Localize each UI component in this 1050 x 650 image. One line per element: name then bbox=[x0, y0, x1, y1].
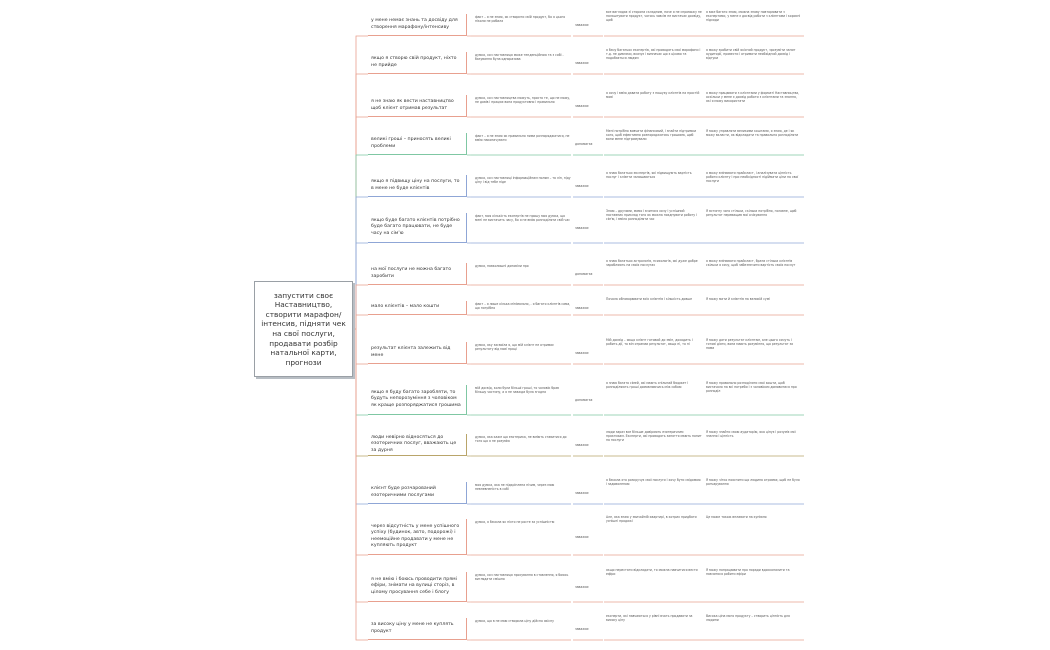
branch-connector bbox=[353, 329, 368, 415]
branch-evidence: експерти, які навчаються у рівні вчать продавати за високу ціну bbox=[606, 614, 693, 623]
branch-topic[interactable] bbox=[368, 133, 467, 155]
branch-evidence: Мій досвід – якщо клієнт готовий до змін, доходить і робить дії, то він отримає результат, якщо ні, то ні bbox=[606, 338, 693, 347]
branch-reframe: Я можу знайти свою аудиторію, яка цінує і розуміє мої знання і цінність bbox=[706, 430, 796, 439]
branch-tag: допомагає bbox=[575, 398, 593, 402]
branch-tag: заважає bbox=[575, 443, 589, 447]
branch-connector bbox=[353, 329, 368, 555]
branch-evidence: все виглядає зі сторони складним, наче я не спроможу не налаштувати продукт, чогось зовсім не вистачає досвіду, щоб bbox=[606, 10, 702, 23]
branch-tag: допомагає bbox=[575, 142, 593, 146]
branch-reframe: Я можу мати й клієнтів на великій сумі bbox=[706, 297, 770, 301]
branch-topic[interactable] bbox=[368, 14, 467, 36]
branch-tag: заважає bbox=[575, 535, 589, 539]
branch-topic[interactable] bbox=[368, 95, 467, 117]
branch-topic-text: я не вмію і боюсь проводити прямі ефіри, знімати на вулиці сторіз, в цілому просування себе і блогу bbox=[371, 577, 457, 595]
branch-evidence: Знаю – друзями, мамо і вчитися хочу і успішний наставник приклад того як можна поєднувати роботу і сім'ю, і вміло розподіляти час bbox=[606, 209, 697, 222]
branch-topic-text: якщо я підвищу ціну на послуги, то в мене не буде клієнтів bbox=[371, 179, 460, 191]
branch-evidence: я бачу багатьох експертів, які проводять свої марафони і т.д. не дивлячи, вказує і визначає що є цікаво та подобається людям bbox=[606, 48, 701, 61]
branch-topic[interactable] bbox=[368, 618, 467, 640]
branch-evidence: я бачила хто розкручує свої послуги і хочу бути свідомою і задоволеною bbox=[606, 478, 701, 487]
branch-topic[interactable] bbox=[368, 213, 467, 243]
branch-topic-text: клієнт буде розчарований езотеричними послугами bbox=[371, 486, 436, 498]
branch-tag: допомагає bbox=[575, 272, 593, 276]
branch-topic-text: люди невірно відносяться до езотеричних послуг, вважають це за дурня bbox=[371, 435, 457, 453]
branch-note: факт – я лише кілька мінімально, - я багато клієнтів сама, що потрібно bbox=[475, 302, 571, 311]
branch-evidence: Почала обговорювати всіх клієнтів і кількість довше bbox=[606, 297, 693, 301]
branch-reframe: Висока ціна мого продукту – створить цінність для людини bbox=[706, 614, 790, 623]
branch-reframe: Я можу чітко пояснити що людина отримає, щоб не було розчарування bbox=[706, 478, 800, 487]
branch-note: думка, хоч наставниця просування в ставлення, я боюсь виглядати смішно bbox=[475, 573, 569, 582]
branch-connector bbox=[353, 329, 368, 364]
branch-evidence: я знаю багатьох астрологів, психологів, які дуже добре заробляють на своїх послугах bbox=[606, 259, 698, 268]
branch-tag: заважає bbox=[575, 627, 589, 631]
branch-evidence: люди зараз все більше довіряють езотеричним практикам. Експерти, які проводять заняття мають попит на послуги bbox=[606, 430, 702, 443]
branch-note: моя думка, яка не підкріплена нічим, через мою невпевненість в собі bbox=[475, 483, 555, 492]
branch-note: думка, хоч наставництва можуть, просто те, що не можу, не довів і працює вона продуктивно і правильно bbox=[475, 96, 571, 105]
branch-note: мій досвід, коли були більші гроші, то чоловік брав більшу частину, а я не завжди була згодна bbox=[475, 386, 559, 395]
branch-connector bbox=[353, 285, 368, 329]
branch-note: факт, моя кількість експертів не прошу моя думка, що мені не вистачить часу, бо я не вмію розподіляти свій час bbox=[475, 214, 570, 223]
branch-topic[interactable] bbox=[368, 482, 467, 504]
branch-note: думка, хоч наставниці інформаційним полям – та ліп, піду ціну і від тебе піде bbox=[475, 176, 571, 185]
branch-topic-text: великі гроші – приносять великі проблеми bbox=[371, 137, 451, 149]
branch-evidence: я знаю багато сімей, які мають спільний бюджет і розподіляють гроші домовляючись між собою bbox=[606, 381, 689, 390]
branch-connector bbox=[353, 315, 368, 329]
branch-topic[interactable] bbox=[368, 519, 467, 555]
branch-reframe: Це може також впливати на купівлю bbox=[706, 515, 767, 519]
branch-tag: заважає bbox=[575, 351, 589, 355]
branch-topic[interactable] bbox=[368, 385, 467, 415]
branch-connector bbox=[353, 329, 368, 504]
branch-connector bbox=[353, 329, 368, 640]
branch-reframe: я можу працювати з клієнтами у форматі Наставництва, оскільки у мене є досвід роботи з клієнтами та знання, які я можу використати bbox=[706, 91, 800, 104]
branch-note: факт – я не знаю, як створити свій продукт, бо я цього ніколи не робила bbox=[475, 15, 566, 24]
branch-topic[interactable] bbox=[368, 434, 467, 456]
branch-reframe: Я встигну чого стільки, скільки потрібно, головне, щоб результат перевищив мої очікування bbox=[706, 209, 797, 218]
branch-connector bbox=[353, 329, 368, 602]
branch-evidence: Але, яка знаю у звичайній квартирі, в котрих придбати успішні продажі bbox=[606, 515, 697, 524]
branch-note: думка, навколишні доповіли про bbox=[475, 264, 529, 268]
branch-tag: заважає bbox=[575, 491, 589, 495]
branch-evidence: я хочу і вмію давати роботу з пошуку клієнтів на простій мові bbox=[606, 91, 700, 100]
root-topic[interactable] bbox=[254, 281, 353, 377]
branch-topic[interactable] bbox=[368, 52, 467, 74]
branch-tag: заважає bbox=[575, 306, 589, 310]
branch-connector bbox=[353, 329, 368, 456]
branch-topic[interactable] bbox=[368, 572, 467, 602]
branch-reframe: я вже багато знаю, можна знову повторювати з експертами, у мене є досвід роботи з клієнтами і корисні підходи bbox=[706, 10, 801, 23]
branch-connector bbox=[353, 74, 368, 329]
branch-reframe: Я можу управляти великими коштами, я знаю, де і як можу вкласти, як відкладати та правильно розподіляти bbox=[706, 129, 799, 138]
branch-tag: заважає bbox=[575, 226, 589, 230]
branch-topic[interactable] bbox=[368, 301, 467, 315]
branch-topic-text: якщо я створю свій продукт, ніхто не прийде bbox=[371, 56, 457, 68]
branch-reframe: Я можу дати результат клієнтам, але цього хочуть і готові діяти, вони мають розуміння, що результат за нами bbox=[706, 338, 794, 351]
branch-reframe: я можу змінювати прайслист, брати стільки клієнтів скільки я хочу, щоб забезпечити вартість своїх послуг bbox=[706, 259, 796, 268]
branch-note: факт – я не знаю як правильно ними розпоряджатися, не вмію накопичувати bbox=[475, 134, 570, 143]
branch-reframe: я можу змінювати прайслист, і аналізувати цінність роботи клієнту і при необхідності підіймати ціни на свої послуги bbox=[706, 171, 799, 184]
branch-topic-text: через відсутність у мене успішного успіху (будинок, авто, подорожі) і неемоційне продавати у мене не купляють продукт bbox=[371, 524, 460, 548]
branch-note: думка, хоч наставниця може тенденційною та з собі - базування була одноразова bbox=[475, 53, 564, 62]
branch-topic[interactable] bbox=[368, 175, 467, 197]
branch-reframe: я можу зробити свій якісний продукт, зрозуміти запит аудиторії, провести і отримати необхідний досвід і відгуки bbox=[706, 48, 796, 61]
branch-topic[interactable] bbox=[368, 263, 467, 285]
branch-evidence: якщо перестати відкладати, то можна навчитися вести ефіри bbox=[606, 568, 698, 577]
branch-reframe: Я можу правильно розподіляти свої кошти, щоб вистачало на всі потреби і з чоловіком домовитися про розподіл bbox=[706, 381, 797, 394]
branch-note: думка, яку засвоїла я, що мій клієнт не отримає результату від моєї праці bbox=[475, 343, 554, 352]
branch-note: думка, що в не маю створила ціну дійсно якісну bbox=[475, 619, 554, 623]
branch-topic-text: у мене немає знань та досвіду для створення марафону/інтенсиву bbox=[371, 18, 458, 30]
branch-tag: заважає bbox=[575, 104, 589, 108]
branch-tag: заважає bbox=[575, 61, 589, 65]
branch-evidence: Мені потрібно вивчити фінансовий, і знайти підтримки кого, щоб ефективно розпоряджатись грошима, щоб вони мене підтримували bbox=[606, 129, 697, 142]
branch-topic[interactable] bbox=[368, 342, 467, 364]
branch-topic-text: результат клієнта залежить від мене bbox=[371, 346, 451, 358]
branch-topic-text: якщо я буду багато заробляти, то будуть непорозуміння з чоловіком як краще розпоряджатися грошима bbox=[371, 390, 461, 408]
branch-tag: заважає bbox=[575, 23, 589, 27]
branch-topic-text: на мої послуги не можна багато заробити bbox=[371, 267, 452, 279]
branch-connector bbox=[353, 117, 368, 329]
branch-connector bbox=[353, 197, 368, 329]
branch-connector bbox=[353, 243, 368, 329]
branch-tag: заважає bbox=[575, 585, 589, 589]
branch-reframe: Я можу попрацювати про поради вдосконалити та навчитися робити ефіри bbox=[706, 568, 790, 577]
branch-topic-text: мало клієнтів – мало кошти bbox=[371, 304, 440, 310]
branch-evidence: я знаю багатьох експертів, які підвищують вартість послуг і клієнти залишаються bbox=[606, 171, 692, 180]
branch-topic-text: за високу ціну у мене не куплять продукт bbox=[371, 622, 454, 634]
root-topic-text: запустити своє Наставництво, створити марафон/ інтенсив, підняти чек на свої послуги, продавати розбір натальної карти, прогнози bbox=[261, 290, 346, 367]
branch-connector bbox=[353, 155, 368, 329]
branch-note: думка, яка каже що езотерика, не вміють ставитися до того що я не розумію bbox=[475, 435, 567, 444]
branch-topic-text: я не знаю як вести наставництво щоб клієнт отримав результат bbox=[371, 99, 454, 111]
branch-tag: заважає bbox=[575, 184, 589, 188]
branch-topic-text: якщо буде багато клієнтів потрібно буде багато працювати, не буде часу на сім'ю bbox=[371, 218, 460, 236]
branch-note: думка, я бачила як ніхто не росте за успішністю bbox=[475, 520, 555, 524]
